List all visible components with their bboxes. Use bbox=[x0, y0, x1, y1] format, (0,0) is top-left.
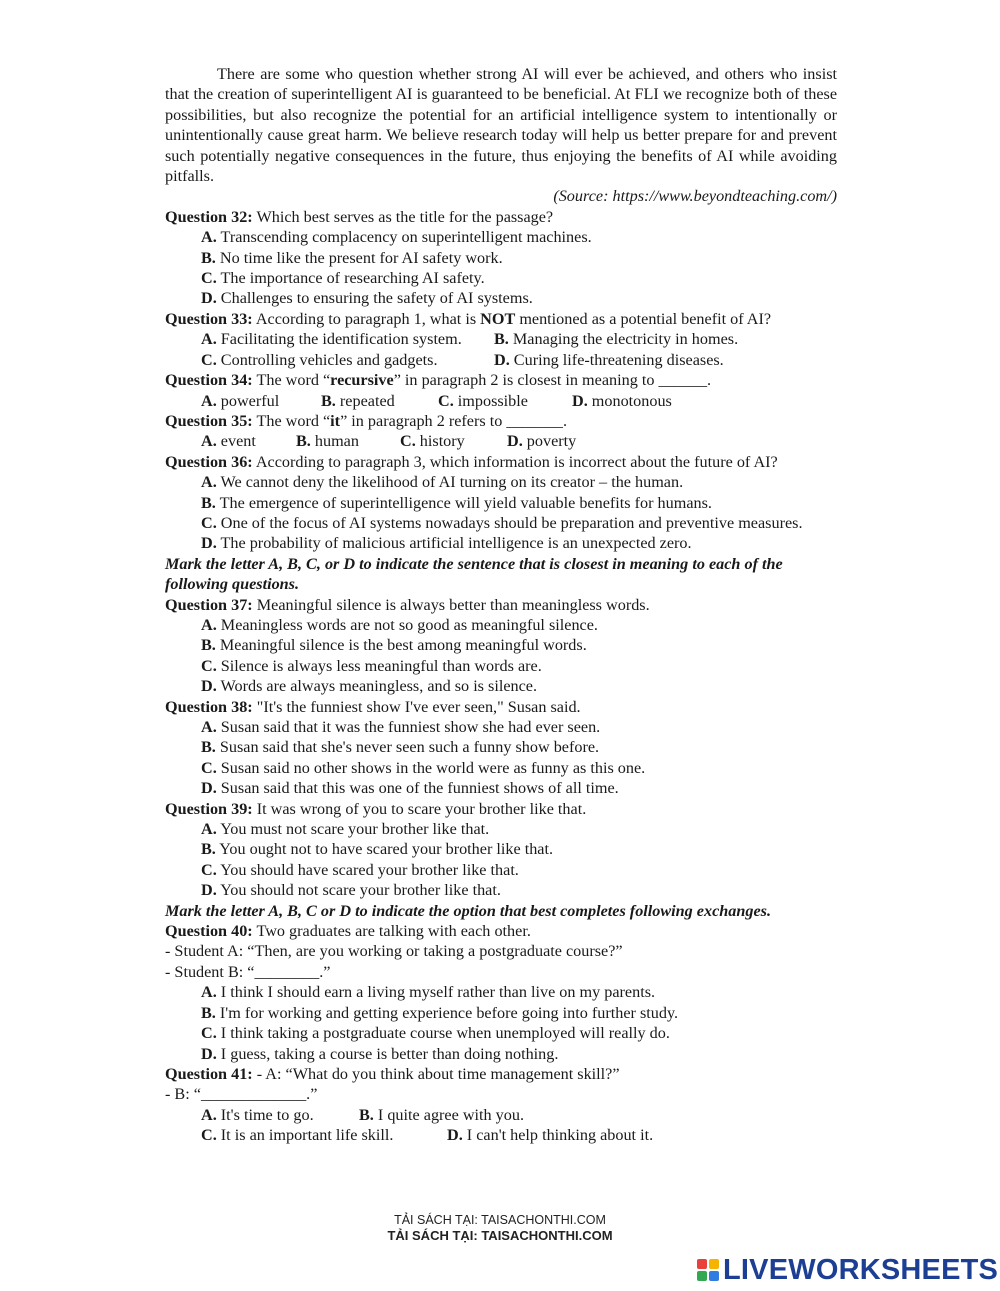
liveworksheets-logo[interactable] bbox=[697, 1254, 998, 1286]
option-c: C. You should have scared your brother like that. bbox=[201, 860, 519, 879]
dialogue-line: - Student B: “________.” bbox=[165, 962, 331, 981]
option-a: A. It's time to go. bbox=[201, 1105, 314, 1124]
question-label: Question 39: bbox=[165, 799, 253, 818]
question-label: Question 40: bbox=[165, 922, 253, 941]
question-32 bbox=[165, 207, 837, 227]
option-c: C. Silence is always less meaningful than words are. bbox=[201, 656, 542, 675]
option-d: D. Challenges to ensuring the safety of AI systems. bbox=[201, 289, 533, 308]
logo-text: LIVEWORKSHEETS bbox=[723, 1253, 999, 1286]
option-b: B. The emergence of superintelligence will yield valuable benefits for humans. bbox=[201, 493, 712, 512]
option-row bbox=[201, 1125, 837, 1145]
option-a: A. You must not scare your brother like that. bbox=[201, 820, 490, 839]
option-d: D. Words are always meaningless, and so is silence. bbox=[201, 677, 538, 696]
option-d: D. The probability of malicious artificial intelligence is an unexpected zero. bbox=[201, 534, 692, 553]
option-row bbox=[201, 350, 837, 370]
option-b: B. Managing the electricity in homes. bbox=[494, 330, 739, 349]
option-a: A. event bbox=[201, 432, 256, 451]
logo-blocks-icon bbox=[697, 1259, 719, 1281]
question-label: Question 38: bbox=[165, 697, 253, 716]
worksheet-page bbox=[165, 64, 837, 1146]
option-d: D. I guess, taking a course is better than doing nothing. bbox=[201, 1044, 559, 1063]
question-36: Question 36: According to paragraph 3, which information is incorrect about the future of AI? bbox=[165, 452, 778, 471]
option-d: D. monotonous bbox=[572, 391, 672, 410]
option-c: C. Susan said no other shows in the world were as funny as this one. bbox=[201, 758, 646, 777]
option-c: C. One of the focus of AI systems nowadays should be preparation and preventive measures. bbox=[201, 513, 803, 532]
question-text: Which best serves as the title for the passage? bbox=[252, 207, 554, 226]
section-instruction: Mark the letter A, B, C or D to indicate the option that best completes following exchanges. bbox=[165, 901, 771, 920]
question-41: Question 41: - A: “What do you think about time management skill?” bbox=[165, 1064, 620, 1083]
option-b: B. Susan said that she's never seen such a funny show before. bbox=[201, 738, 600, 757]
question-40: Question 40: Two graduates are talking with each other. bbox=[165, 922, 531, 941]
option-a: A. powerful bbox=[201, 391, 280, 410]
footer-download-note-bold: TẢI SÁCH TẠI: TAISACHONTHI.COM bbox=[387, 1228, 613, 1243]
question-38: Question 38: "It's the funniest show I've ever seen," Susan said. bbox=[165, 697, 581, 716]
question-label: Question 33: bbox=[165, 309, 253, 328]
logo-block-1 bbox=[697, 1259, 707, 1269]
question-label: Question 37: bbox=[165, 595, 253, 614]
option-a: A. Transcending complacency on superintelligent machines. bbox=[201, 228, 592, 247]
option-d: D. Curing life-threatening diseases. bbox=[494, 350, 724, 369]
option-row bbox=[201, 391, 837, 411]
option-a: A. Facilitating the identification system. bbox=[201, 330, 462, 349]
option-a: A. Susan said that it was the funniest show she had ever seen. bbox=[201, 718, 601, 736]
option-row bbox=[201, 431, 837, 451]
option-d: D. poverty bbox=[507, 432, 577, 451]
option-row bbox=[201, 329, 837, 349]
question-37: Question 37: Meaningful silence is always better than meaningless words. bbox=[165, 595, 650, 614]
dialogue-line: - B: “_____________.” bbox=[165, 1085, 318, 1104]
question-33: Question 33: According to paragraph 1, what is NOT mentioned as a potential benefit of AI? bbox=[165, 309, 772, 328]
question-label: Question 34: bbox=[165, 371, 253, 390]
option-c: C. history bbox=[400, 432, 465, 451]
question-label: Question 36: bbox=[165, 452, 253, 471]
option-a: A. I think I should earn a living myself rather than live on my parents. bbox=[201, 983, 656, 1002]
logo-block-2 bbox=[709, 1259, 719, 1269]
footer-download-note: TẢI SÁCH TẠI: TAISACHONTHI.COM bbox=[394, 1213, 606, 1227]
option-d: D. I can't help thinking about it. bbox=[447, 1126, 654, 1145]
question-39: Question 39: It was wrong of you to scare your brother like that. bbox=[165, 799, 587, 818]
option-d: D. Susan said that this was one of the funniest shows of all time. bbox=[201, 779, 619, 798]
option-b: B. Meaningful silence is the best among meaningful words. bbox=[201, 636, 587, 655]
question-label: Question 32: bbox=[165, 207, 253, 226]
option-row bbox=[201, 1105, 837, 1125]
option-d: D. You should not scare your brother like that. bbox=[201, 881, 501, 900]
option-b: B. No time like the present for AI safety work. bbox=[201, 248, 503, 267]
option-a: A. Meaningless words are not so good as meaningful silence. bbox=[201, 615, 598, 634]
option-a: A. We cannot deny the likelihood of AI turning on its creator – the human. bbox=[201, 473, 684, 492]
question-label: Question 41: bbox=[165, 1064, 253, 1083]
option-b: B. You ought not to have scared your brother like that. bbox=[201, 840, 554, 859]
option-b: B. I quite agree with you. bbox=[359, 1105, 524, 1124]
option-c: C. I think taking a postgraduate course when unemployed will really do. bbox=[201, 1024, 670, 1043]
option-c: C. The importance of researching AI safety. bbox=[201, 269, 485, 288]
logo-block-3 bbox=[697, 1271, 707, 1281]
question-35: Question 35: The word “it” in paragraph 2 refers to _______. bbox=[165, 411, 568, 430]
option-b: B. repeated bbox=[321, 391, 395, 410]
question-label: Question 35: bbox=[165, 411, 253, 430]
question-34: Question 34: The word “recursive” in paragraph 2 is closest in meaning to ______. bbox=[165, 371, 712, 390]
option-c: C. Controlling vehicles and gadgets. bbox=[201, 350, 438, 369]
option-b: B. human bbox=[296, 432, 359, 451]
passage-source: (Source: https://www.beyondteaching.com/) bbox=[553, 187, 837, 206]
dialogue-line: - Student A: “Then, are you working or taking a postgraduate course?” bbox=[165, 942, 623, 961]
passage-paragraph: There are some who question whether strong AI will ever be achieved, and others who insist that the creation of superintelligent AI is guaranteed to be beneficial. At FLI we recognize both of these possibilities, but also recognize the potential for an artificial intelligence system to intentionally or unintentionally cause great harm. We believe research today will help us better prepare for and prevent such potentially negative consequences in the future, thus enjoying the benefits of AI while avoiding pitfalls. bbox=[165, 65, 837, 186]
logo-block-4 bbox=[709, 1271, 719, 1281]
option-c: C. impossible bbox=[438, 391, 528, 410]
option-b: B. I'm for working and getting experience before going into further study. bbox=[201, 1003, 679, 1022]
option-c: C. It is an important life skill. bbox=[201, 1126, 394, 1145]
section-instruction: Mark the letter A, B, C, or D to indicate the sentence that is closest in meaning to each of the following questions. bbox=[165, 554, 783, 594]
